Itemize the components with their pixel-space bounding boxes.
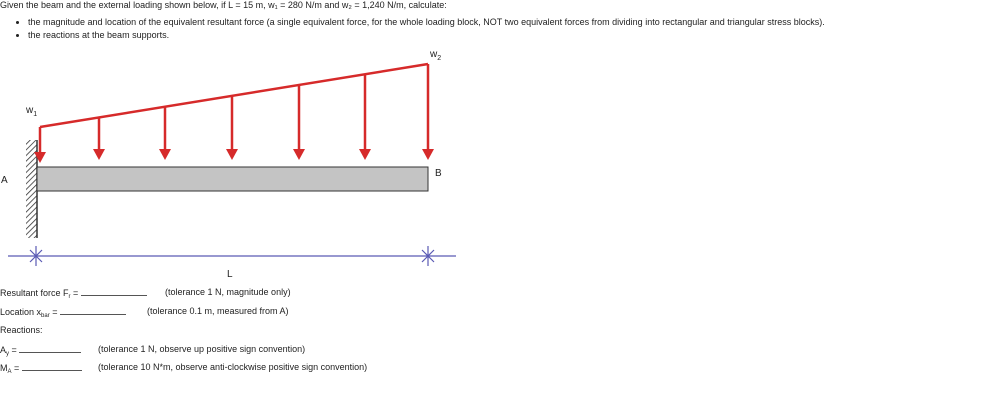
ay-input[interactable] (19, 344, 81, 353)
label-l: L (227, 269, 233, 280)
fixed-support-hatch (26, 140, 37, 238)
load-arrow (293, 85, 305, 160)
label-b: B (435, 168, 442, 179)
beam (37, 167, 428, 191)
ma-input[interactable] (22, 362, 82, 371)
label-a: A (1, 175, 8, 186)
load-arrow (359, 75, 371, 160)
load-arrow (159, 107, 171, 160)
bullet-resultant: • the magnitude and location of the equivalent resultant force (a single equivalent force, for the whole loading block, NOT two equivalent forces from dividing into rectangular and triangular stress blocks). (28, 16, 825, 29)
ay-row: $A_y$ = (0, 344, 81, 355)
load-top-line (40, 64, 428, 127)
ma-row: $M_A$ = (0, 362, 82, 373)
ay-tolerance: (tolerance 1 N, observe up positive sign convention) (98, 344, 306, 354)
resultant-force-input[interactable] (81, 287, 147, 296)
resultant-tolerance: (tolerance 1 N, magnitude only) (165, 287, 291, 297)
location-tolerance: (tolerance 0.1 m, measured from A) (147, 306, 289, 316)
bullet-reactions: • the reactions at the beam supports. (28, 29, 825, 42)
load-arrow (93, 118, 105, 160)
label-w1: $w_1$ (26, 105, 38, 118)
reactions-heading: Reactions: (0, 325, 43, 335)
location-input[interactable] (60, 306, 126, 315)
resultant-force-row: Resultant force $F_r$ = (0, 287, 147, 298)
problem-intro: Given the beam and the external loading shown below, if L = 15 m, w₁ = 280 N/m and w₂ = 1,240 N/m, calculate: (0, 0, 447, 10)
dimension-line (8, 246, 456, 266)
ma-tolerance: (tolerance 10 N*m, observe anti-clockwise positive sign convention) (98, 362, 368, 372)
load-arrow (422, 64, 434, 160)
location-row: Location $x_{bar}$ = (0, 306, 126, 317)
distributed-load (34, 64, 434, 163)
load-arrow (226, 96, 238, 160)
label-w2: $w_2$ (430, 49, 442, 62)
